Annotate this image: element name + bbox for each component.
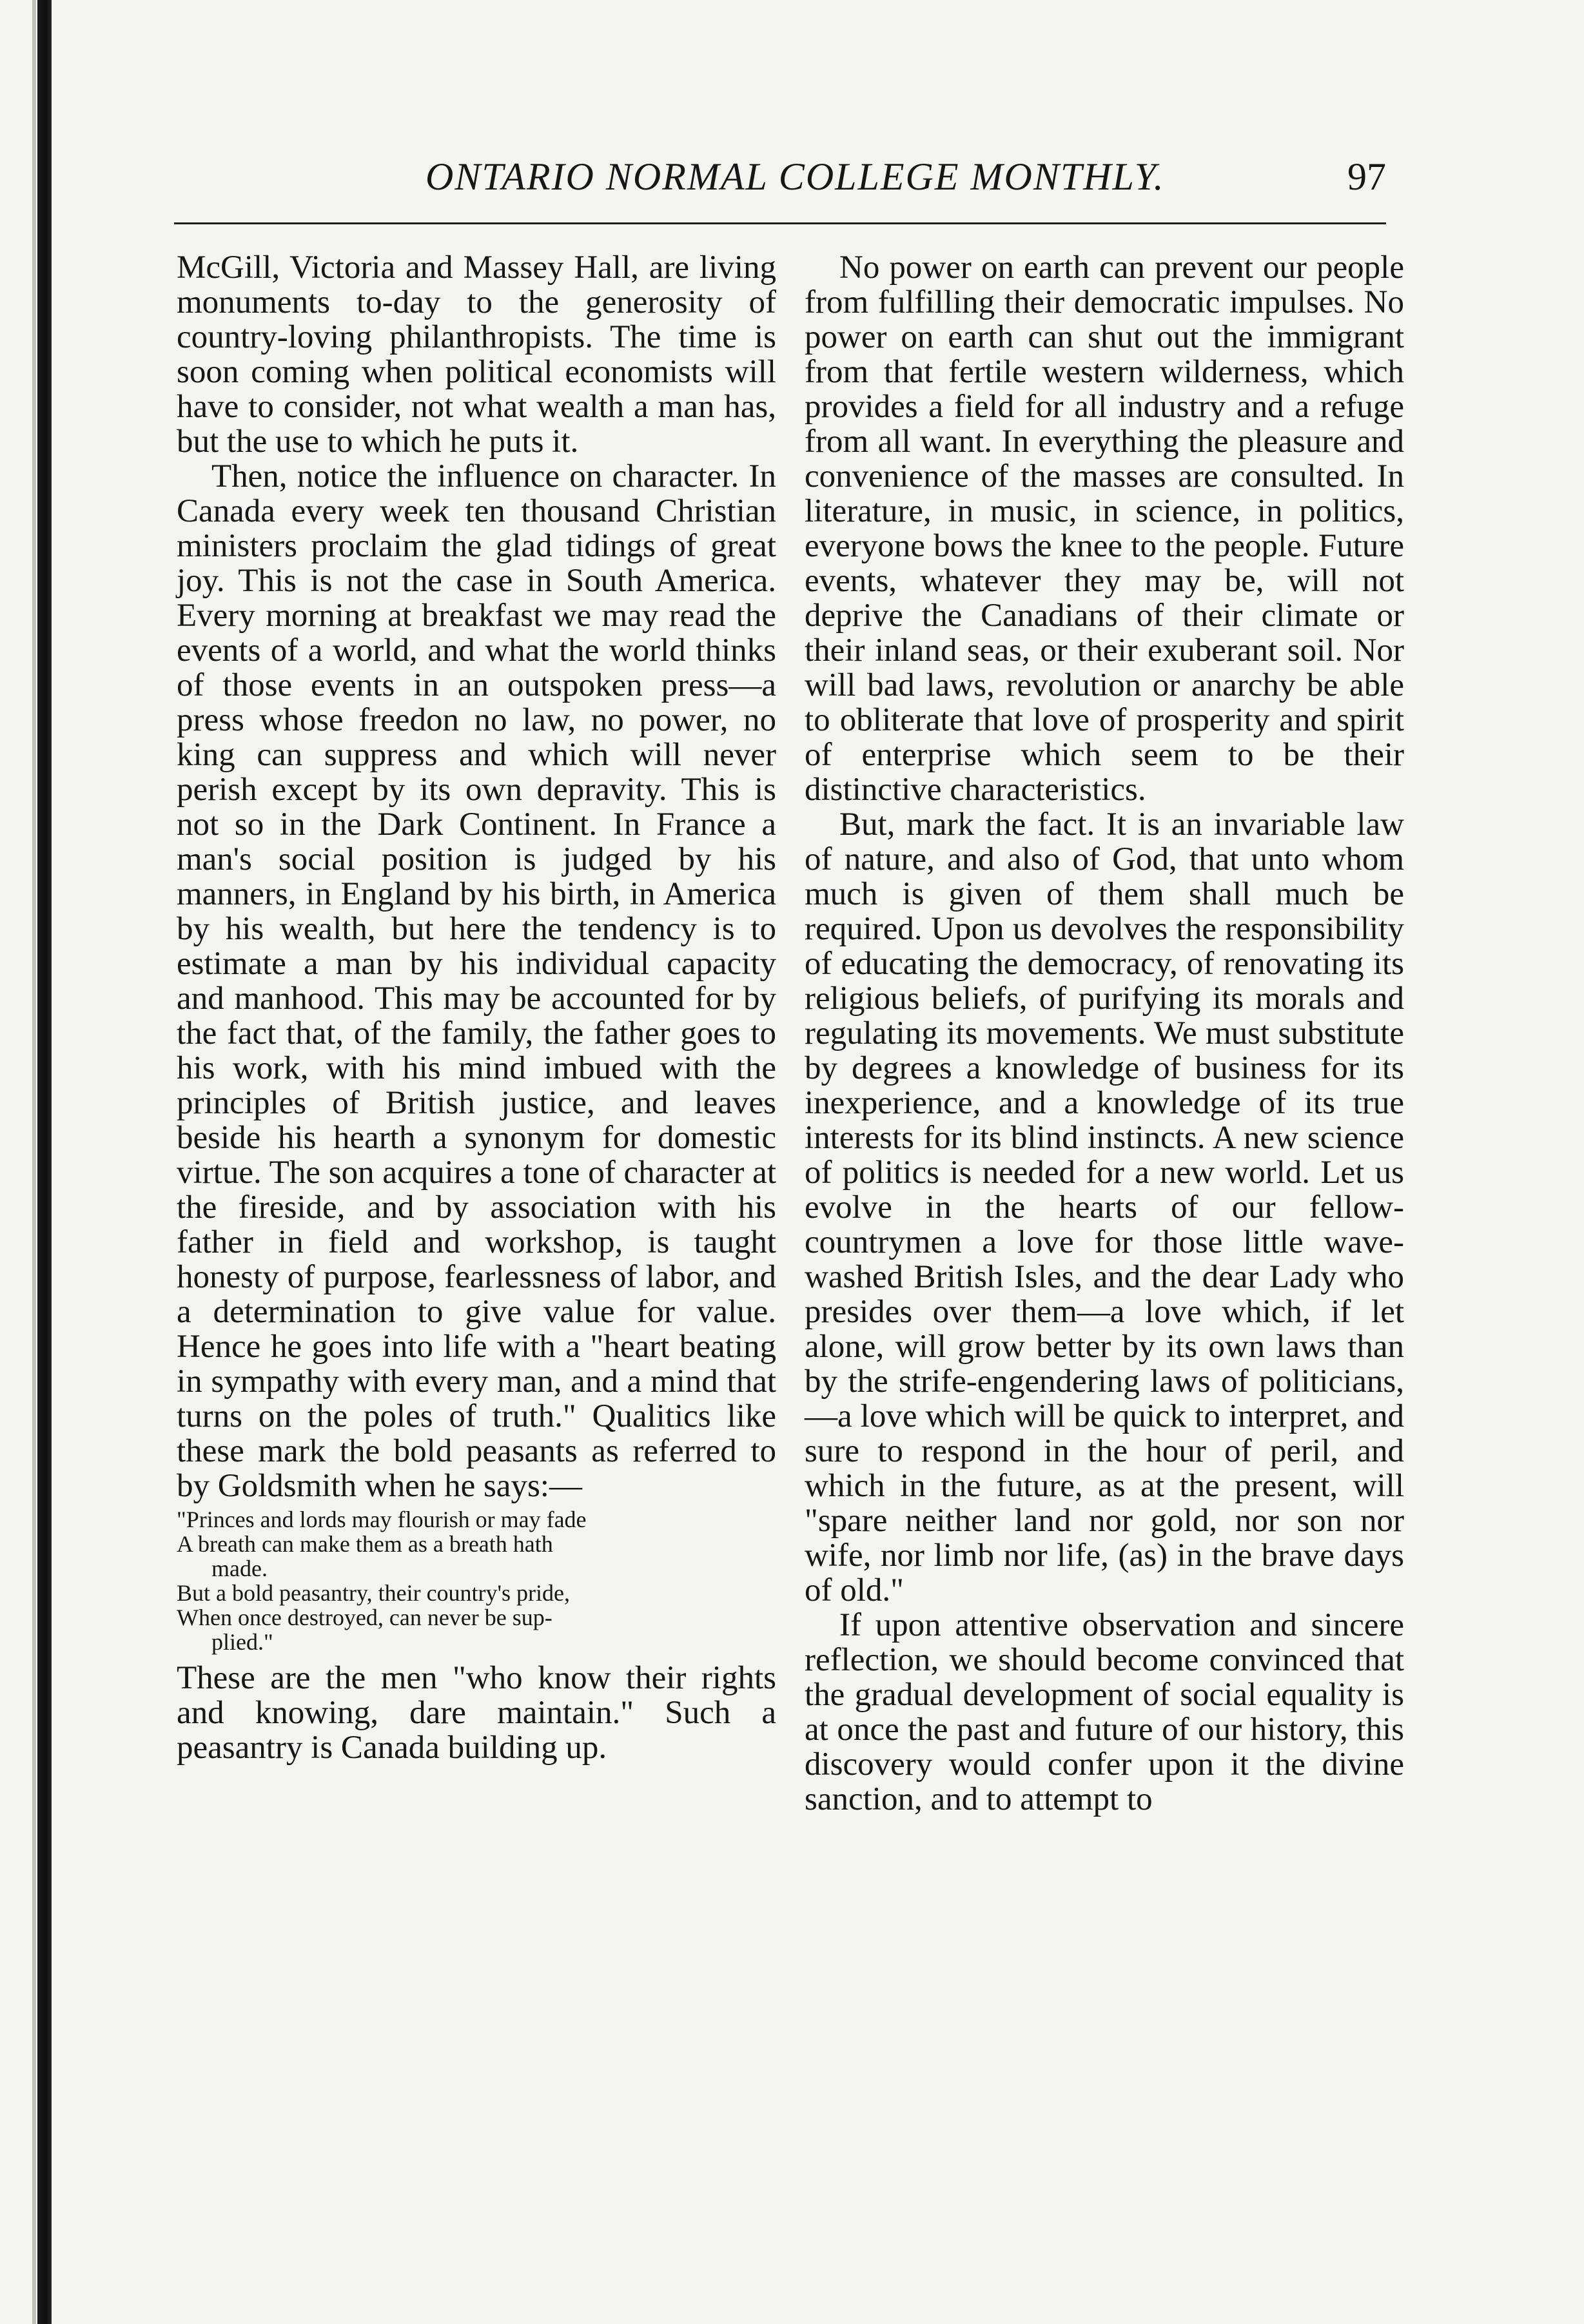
right-column: [805, 250, 1404, 1817]
left-paragraph-1: McGill, Victoria and Massey Hall, are living monuments to-day to the generosity of country-loving philanthropists. The time is soon coming when political economists will have to consider, not what wealth a man has, but the use to which he puts it.: [177, 249, 776, 460]
left-paragraph-2: Then, notice the influence on character. In Canada every week ten thousand Christian ministers proclaim the glad tidings of great joy. This is not the case in South America. Every morning at breakfast we may read the events of a world, and what the world thinks of those events in an outspoken press—a press whose freedon no law, no power, no king can suppress and which will never perish except by its own depravity. This is not so in the Dark Continent. In France a man's social position is judged by his manners, in England by his birth, in America by his wealth, but here the tendency is to estimate a man by his individual capacity and manhood. This may be accounted for by the fact that, of the family, the father goes to his work, with his mind imbued with the principles of British justice, and leaves beside his hearth a synonym for domestic virtue. The son acquires a tone of character at the fireside, and by association with his father in field and workshop, is taught honesty of purpose, fearlessness of labor, and a determination to give value for value. Hence he goes into life with a "heart beating in sympathy with every man, and a mind that turns on the poles of truth." Qualitics like these mark the bold peasants as referred to by Goldsmith when he says:—: [177, 458, 776, 1504]
verse-line: A breath can make them as a breath hath: [177, 1531, 553, 1557]
right-paragraph-2: But, mark the fact. It is an invariable law of nature, and also of God, that unto whom much is given of them shall much be required. Upon us devolves the responsibility of educating the democracy, of renovating its religious beliefs, of purifying its morals and regulating its movements. We must substitute by degrees a knowledge of business for its inexperience, and a knowledge of its true interests for its blind instincts. A new science of politics is needed for a new world. Let us evolve in the hearts of our fellow-countrymen a love for those little wave-washed British Isles, and the dear Lady who presides over them—a love which, if let alone, will grow better by its own laws than by the strife-engendering laws of politicians,—a love which will be quick to interpret, and sure to respond in the hour of peril, and which in the future, as at the present, will "spare neither land nor gold, nor son nor wife, nor limb nor life, (as) in the brave days of old.": [805, 806, 1404, 1608]
left-paragraph-3: These are the men "who know their rights and knowing, dare maintain." Such a peasantry is Canada building up.: [177, 1660, 776, 1766]
header-rule: [174, 222, 1386, 224]
page-header: [174, 155, 1386, 213]
page-binding-shadow: [32, 0, 36, 2324]
right-paragraph-3: If upon attentive observation and sincere reflection, we should become convinced that the gradual development of social equality is at once the past and future of our history, this discovery would confer upon it the divine sanction, and to attempt to: [805, 1607, 1404, 1817]
right-paragraph-1: No power on earth can prevent our people from fulfilling their democratic impulses. No power on earth can shut out the immigrant from that fertile western wilderness, which provides a field for all industry and a refuge from all want. In everything the pleasure and convenience of the masses are consulted. In literature, in music, in science, in politics, everyone bows the knee to the people. Future events, whatever they may be, will not deprive the Canadians of their climate or their inland seas, or their exuberant soil. Nor will bad laws, revolution or anarchy be able to obliterate that love of prosperity and spirit of enterprise which seem to be their distinctive characteristics.: [805, 249, 1404, 808]
verse-line: When once destroyed, can never be sup-: [177, 1605, 552, 1630]
running-head: ONTARIO NORMAL COLLEGE MONTHLY.: [425, 155, 1165, 198]
left-column: [177, 250, 776, 1765]
goldsmith-quotation: [177, 1507, 776, 1654]
verse-line: "Princes and lords may flourish or may fade: [177, 1507, 587, 1532]
verse-line: made.: [211, 1556, 268, 1581]
page-number: 97: [1347, 155, 1386, 198]
verse-line: But a bold peasantry, their country's pride,: [177, 1580, 570, 1606]
verse-line: plied.": [211, 1629, 273, 1655]
page-binding-edge: [37, 0, 52, 2324]
